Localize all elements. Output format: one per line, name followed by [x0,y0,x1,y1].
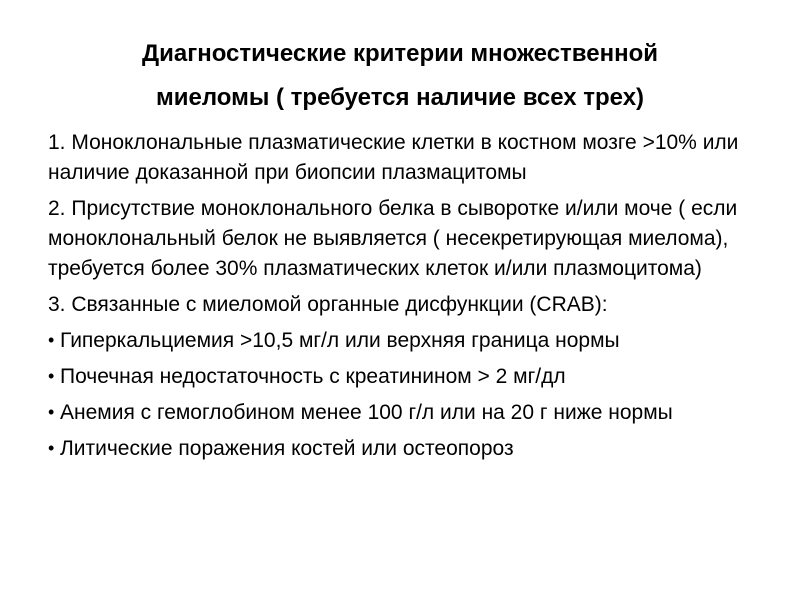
bullet-icon: • [48,330,55,350]
crab-bullet-hypercalcemia [48,326,768,356]
crab-bullet-text: Анемия с гемоглобином менее 100 г/л или на 20 г ниже нормы [60,401,673,424]
crab-bullet-text: Гиперкальциемия >10,5 мг/л или верхняя граница нормы [60,329,620,352]
bullet-icon: • [48,402,55,422]
crab-bullet-text: Почечная недостаточность с креатинином > 2 мг/дл [60,365,566,388]
criterion-1: 1. Моноклональные плазматические клетки в костном мозге >10% или наличие доказанной при биопсии плазмацитомы [48,131,739,184]
bullet-icon: • [48,366,55,386]
criterion-3: 3. Связанные с миеломой органные дисфункции (CRAB): [48,293,608,316]
slide-title [40,32,760,120]
crab-bullet-text: Литические поражения костей или остеопороз [60,437,514,460]
slide-title-line-2: миеломы ( требуется наличие всех трех) [155,84,645,111]
slide-title-line-1: Диагностические критерии множественной [142,40,658,67]
crab-bullet-bone [48,434,768,464]
slide-body [48,128,768,470]
bullet-icon: • [48,438,55,458]
crab-bullet-renal [48,362,768,392]
crab-bullet-anemia [48,398,768,428]
criterion-2: 2. Присутствие моноклонального белка в сыворотке и/или моче ( если моноклональный белок не выявляется ( несекретирующая миелома), требуется более 30% плазматических клеток и/или плазмоцитома) [48,197,738,280]
